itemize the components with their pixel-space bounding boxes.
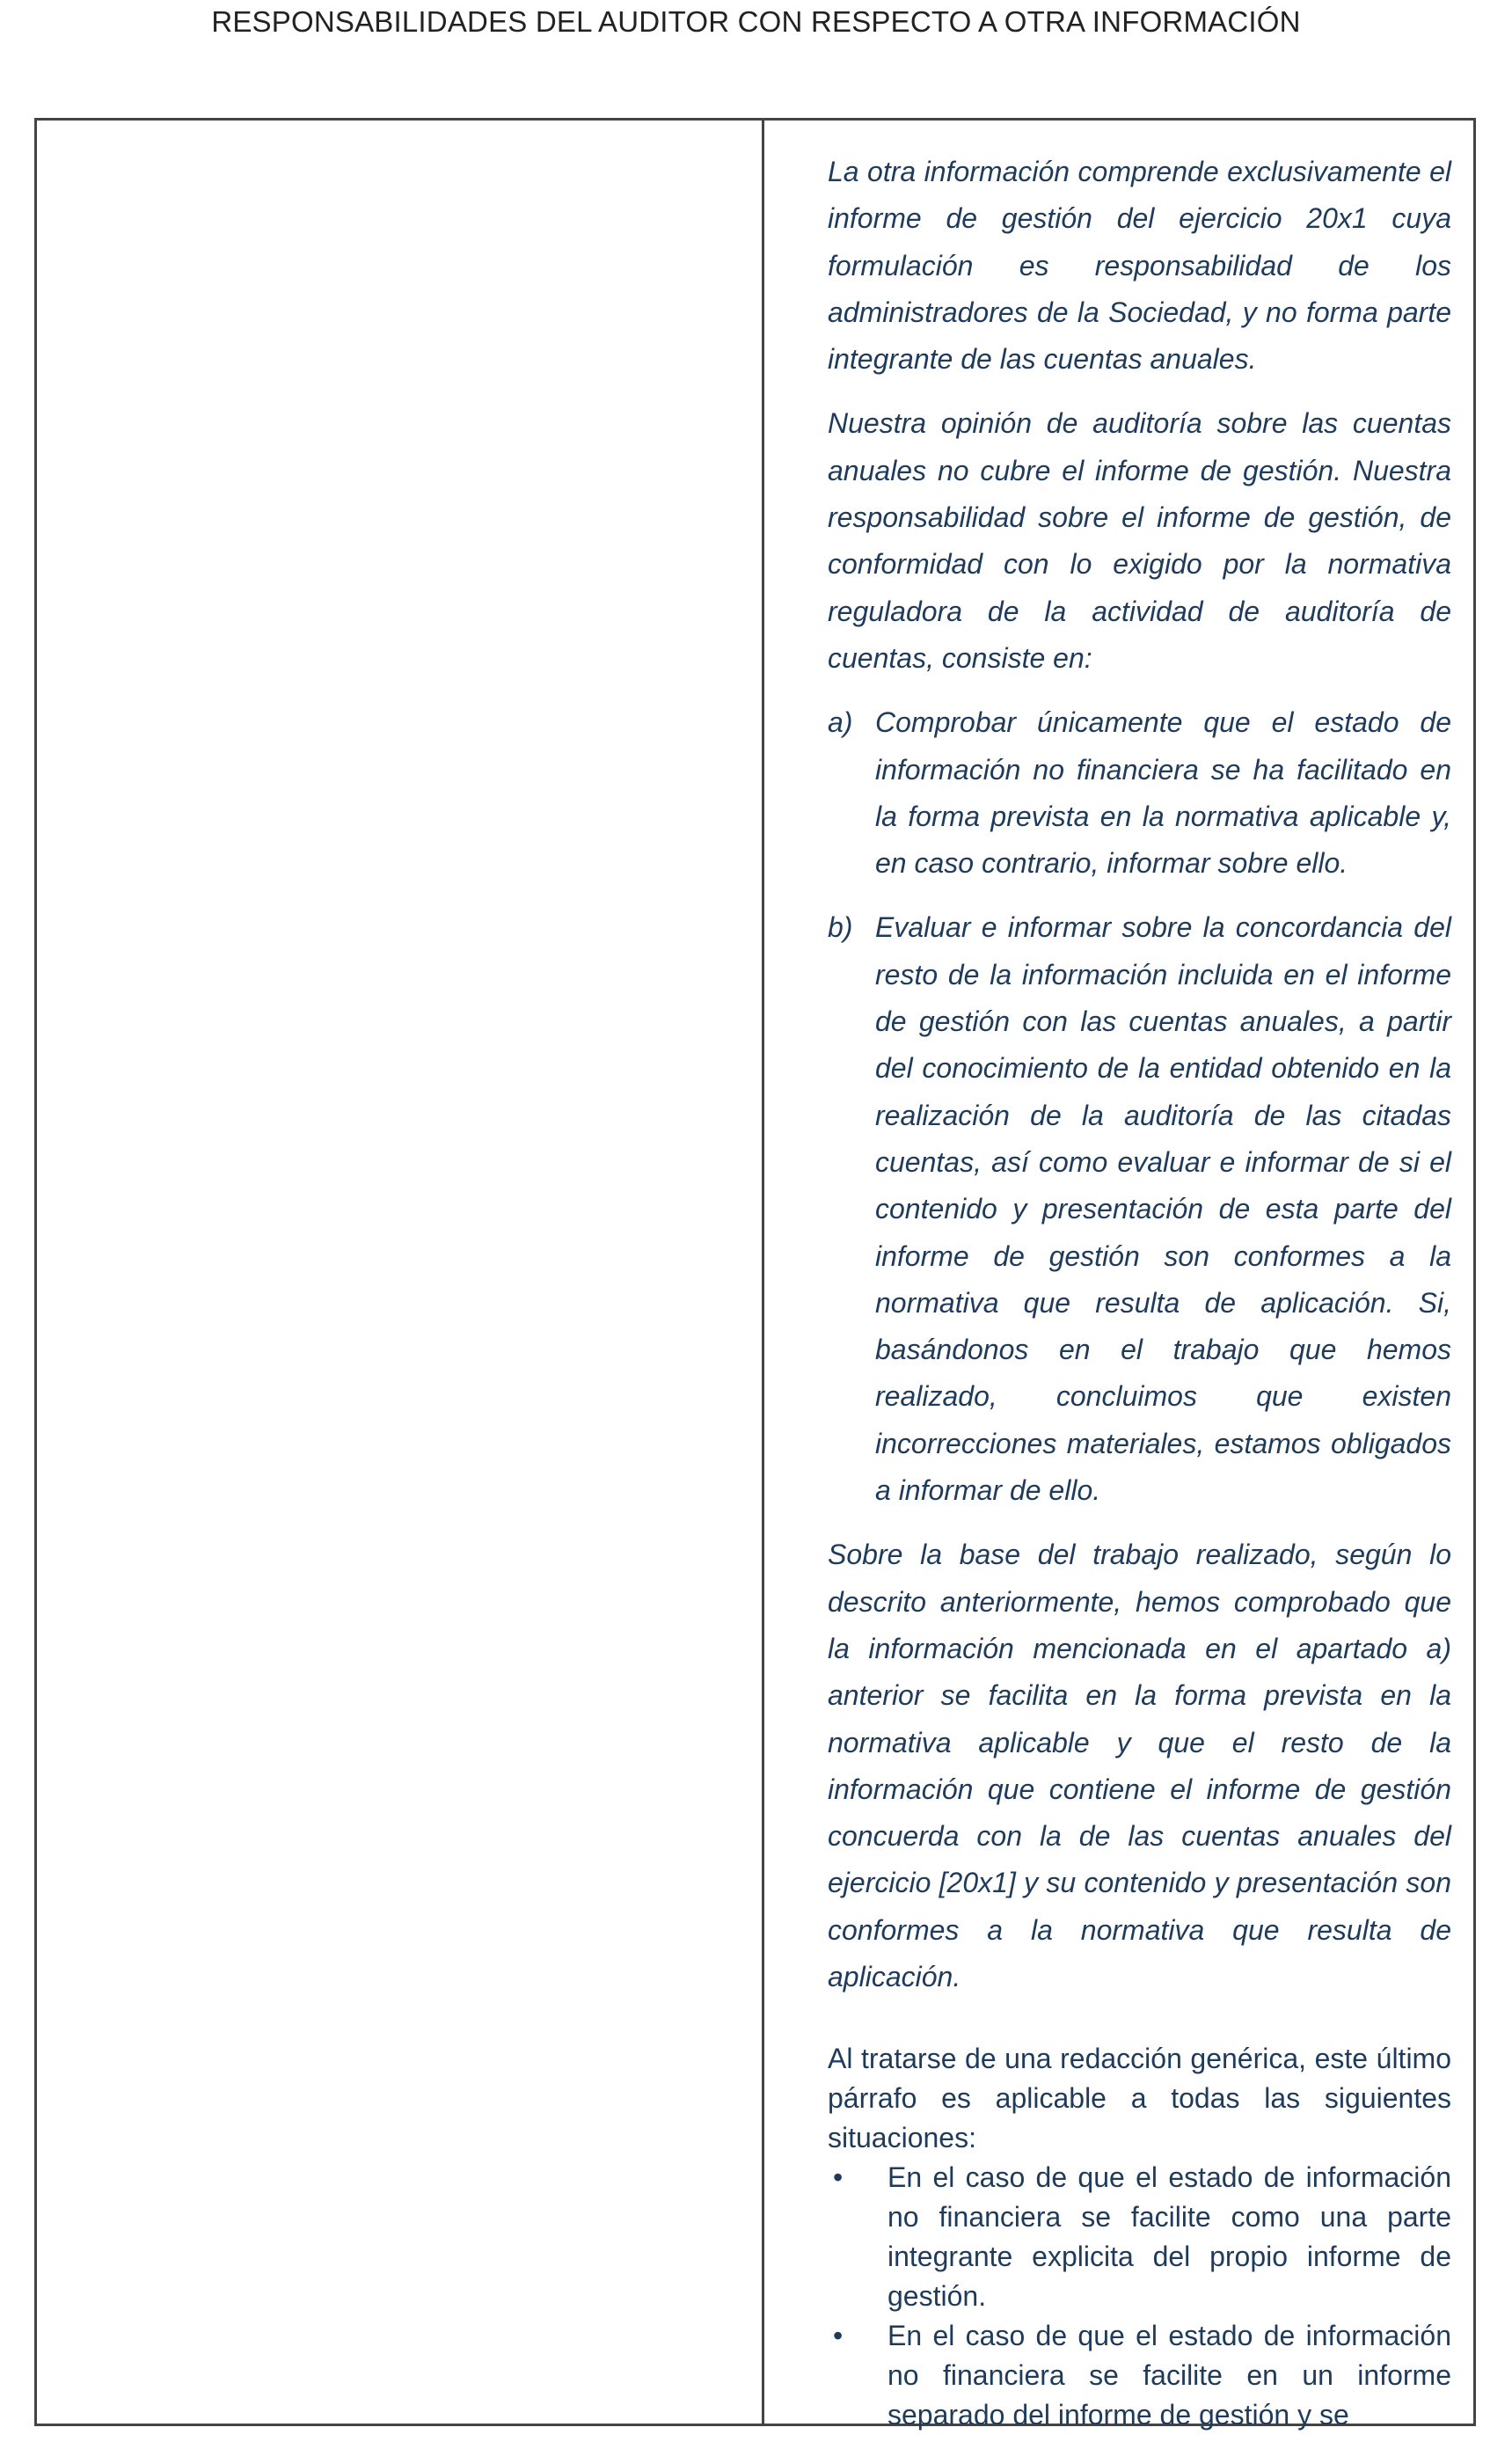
right-column bbox=[764, 121, 1473, 2431]
bullet-item bbox=[828, 2316, 1451, 2435]
list-item-text: Comprobar únicamente que el estado de información no financiera se ha facilitado en la forma prevista en la normativa aplicable y, en caso contrario, informar sobre ello. bbox=[875, 706, 1451, 880]
paragraph-responsibility: Nuestra opinión de auditoría sobre las cuentas anuales no cubre el informe de gestión. Nuestra responsabilidad sobre el informe de gestión, de conformidad con lo exigido por la normativa reguladora de la actividad de auditoría de cuentas, consiste en: bbox=[828, 407, 1451, 674]
bullet-text: En el caso de que el estado de información no financiera se facilite como una parte integrante explicita del propio informe de gestión. bbox=[887, 2161, 1451, 2313]
model-text bbox=[828, 149, 1451, 2000]
note-paragraph: Al tratarse de una redacción genérica, este último párrafo es aplicable a todas las siguientes situaciones: bbox=[828, 2043, 1451, 2154]
list-marker: a) bbox=[828, 706, 853, 739]
bullet-icon: • bbox=[833, 2161, 844, 2194]
bullet-item bbox=[828, 2158, 1451, 2316]
list-item-a bbox=[828, 699, 1451, 887]
paragraph-conclusion: Sobre la base del trabajo realizado, según lo descrito anteriormente, hemos comprobado que la información mencionada en el apartado a) anterior se facilita en la forma prevista en la normativa aplicable y que el resto de la información que contiene el informe de gestión concuerda con la de las cuentas anuales del ejercicio [20x1] y su contenido y presentación son conformes a la normativa que resulta de aplicación. bbox=[828, 1539, 1451, 1992]
bullet-text: En el caso de que el estado de información no financiera se facilite en un informe separado del informe de gestión y se bbox=[887, 2320, 1451, 2431]
content-table bbox=[34, 118, 1476, 2431]
list-item-text: Evaluar e informar sobre la concordancia del resto de la información incluida en el informe de gestión con las cuentas anuales, a partir del conocimiento de la entidad obtenido en la realización de la auditoría de las citadas cuentas, así como evaluar e informar de si el contenido y presentación de esta parte del informe de gestión son conformes a la normativa que resulta de aplicación. Si, basándonos en el trabajo que hemos realizado, concluimos que existen incorrecciones materiales, estamos obligados a informar de ello. bbox=[875, 911, 1451, 1507]
left-column bbox=[37, 121, 764, 2424]
bullet-icon: • bbox=[833, 2320, 844, 2352]
list-item-b bbox=[828, 904, 1451, 1514]
paragraph-other-information: La otra información comprende exclusivamente el informe de gestión del ejercicio 20x1 cuya formulación es responsabilidad de los administradores de la Sociedad, y no forma parte integrante de las cuentas anuales. bbox=[828, 156, 1451, 376]
list-marker: b) bbox=[828, 911, 853, 944]
guidance-note bbox=[828, 2039, 1451, 2435]
page-header: RESPONSABILIDADES DEL AUDITOR CON RESPECTO A OTRA INFORMACIÓN bbox=[211, 5, 1301, 38]
